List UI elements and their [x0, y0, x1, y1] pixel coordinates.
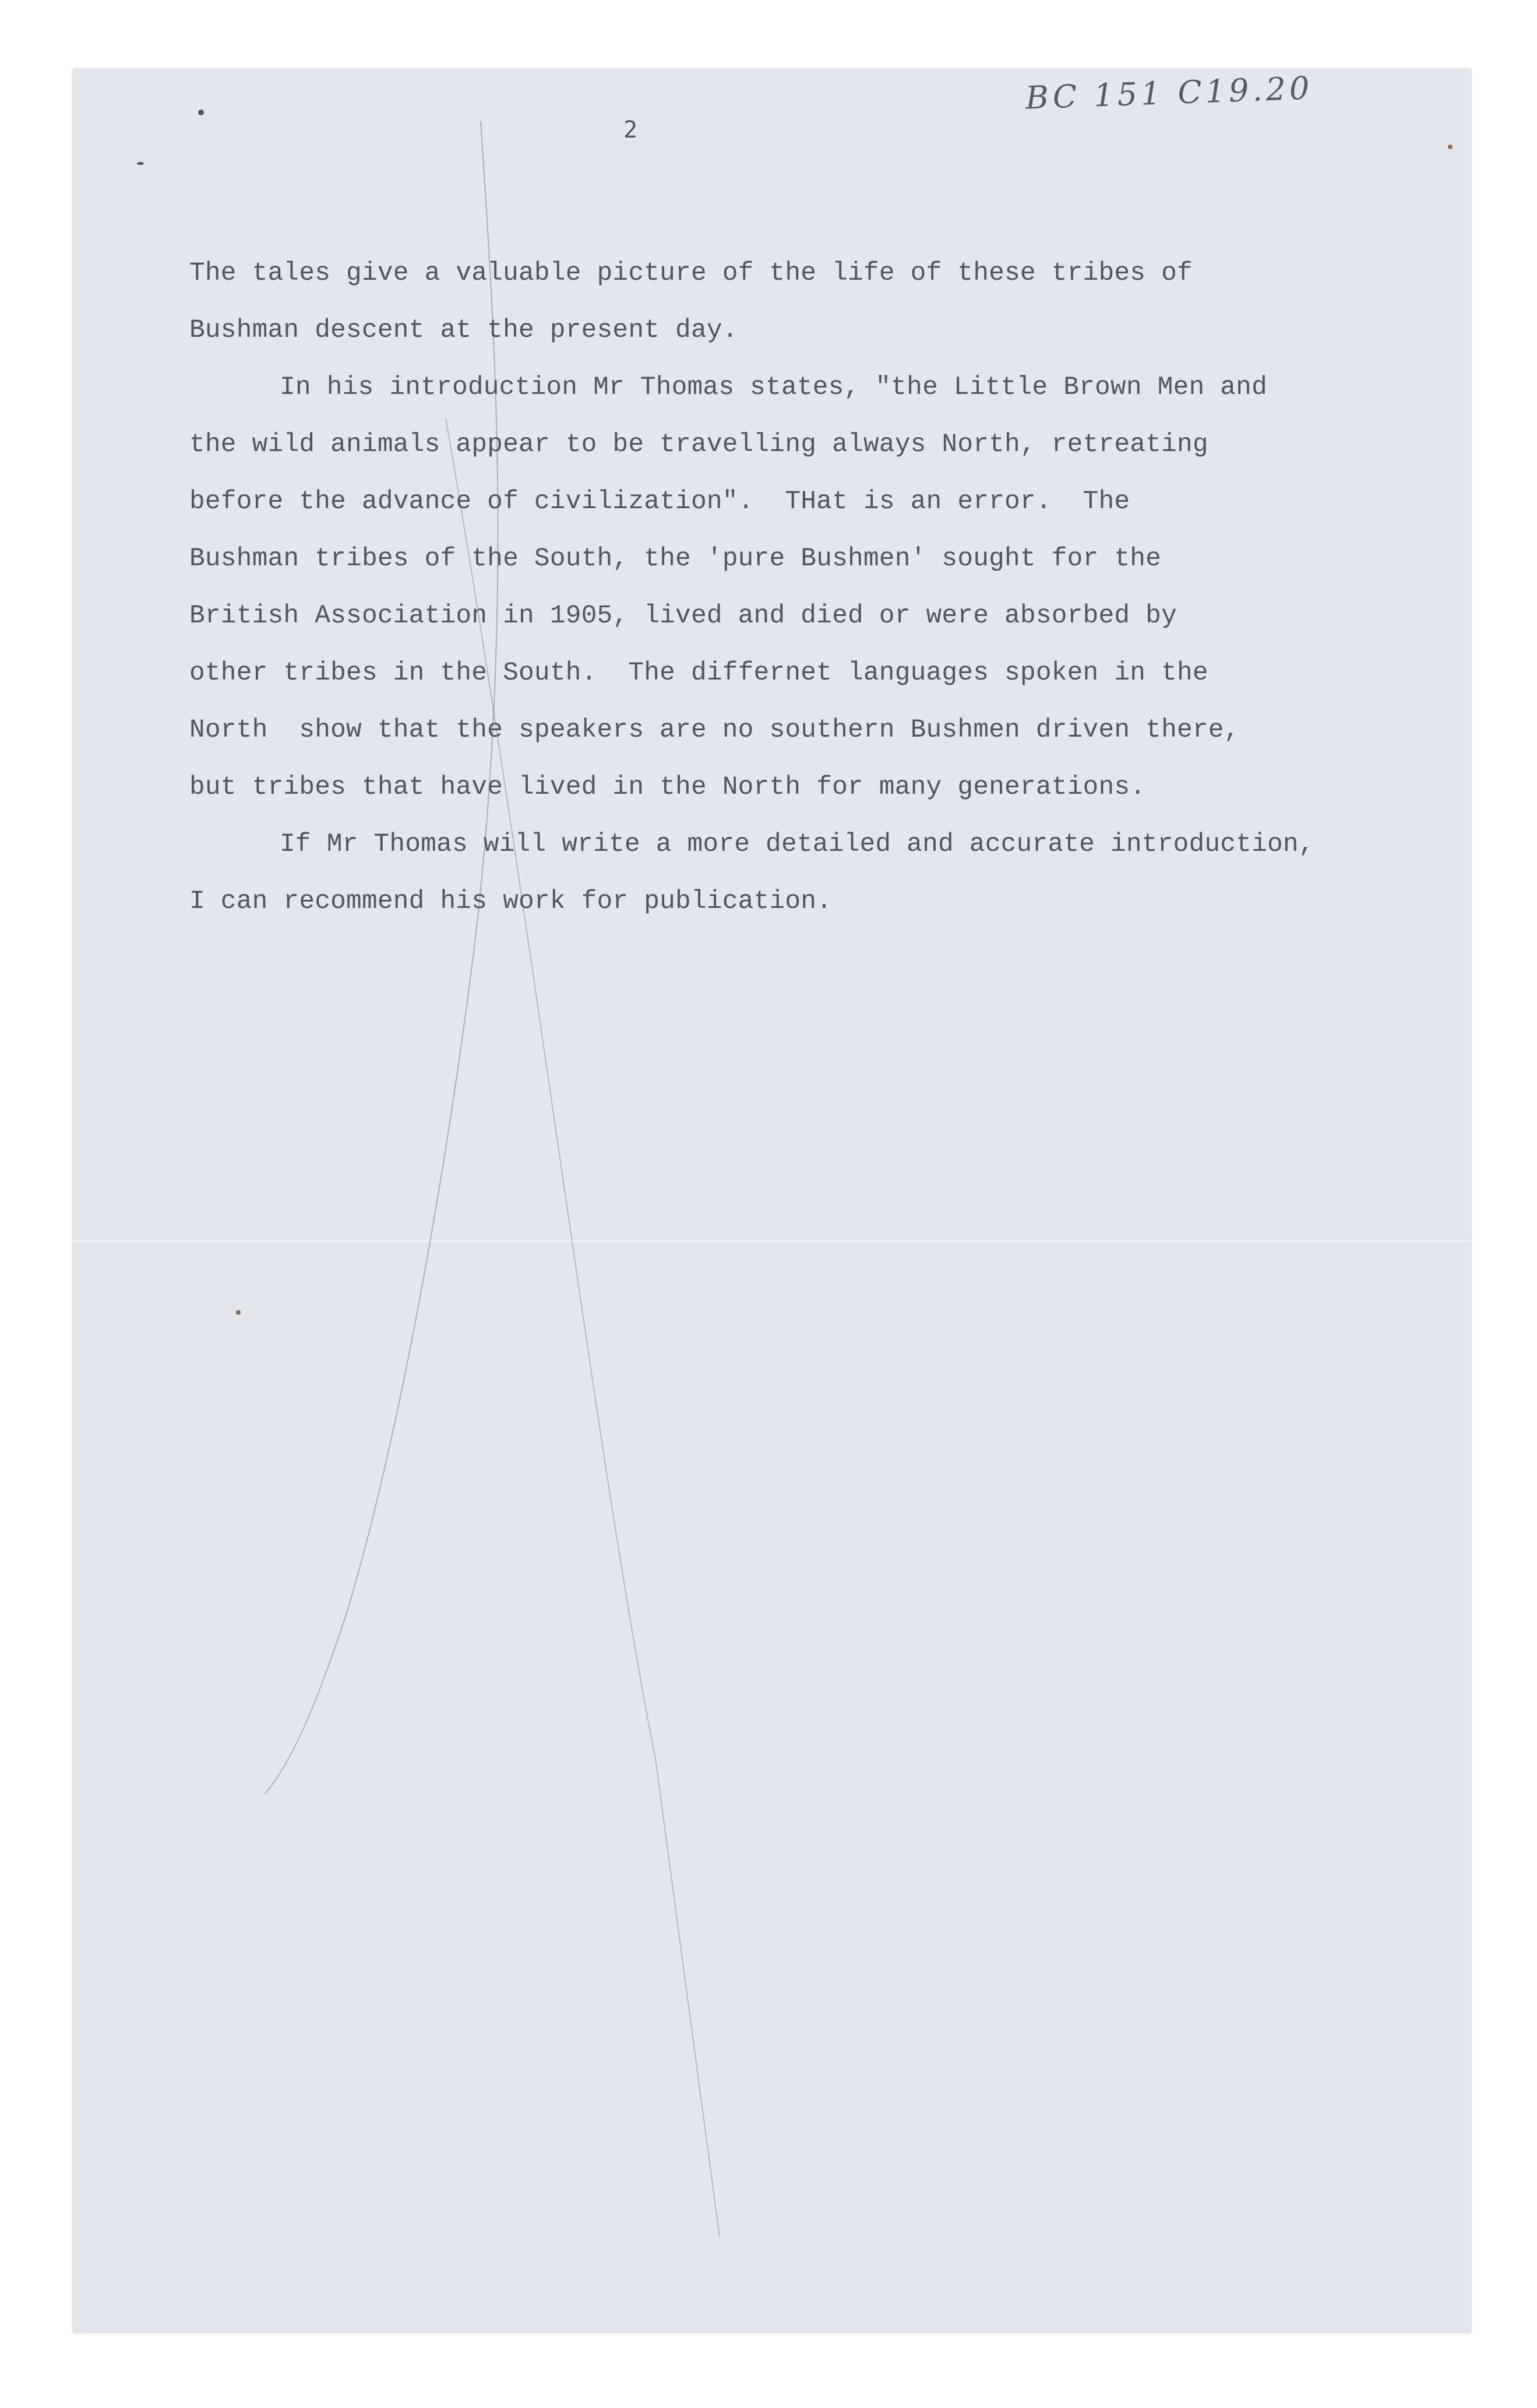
text-line: but tribes that have lived in the North for many generations.: [189, 773, 1146, 802]
ink-speck: [137, 162, 144, 165]
ink-speck: [236, 1310, 241, 1315]
text-line: before the advance of civilization". THat is an error. The: [189, 487, 1130, 516]
text-line: North show that the speakers are no southern Bushmen driven there,: [189, 716, 1240, 745]
text-line: In his introduction Mr Thomas states, "the Little Brown Men and: [280, 373, 1267, 402]
typed-body-text: [189, 245, 1442, 930]
text-line: If Mr Thomas will write a more detailed and accurate introduction,: [280, 830, 1314, 859]
text-line: the wild animals appear to be travelling always North, retreating: [189, 430, 1208, 459]
ink-speck: [1448, 145, 1453, 149]
text-line: British Association in 1905, lived and died or were absorbed by: [189, 601, 1177, 631]
archive-reference: BC 151 C19.20: [1025, 69, 1314, 117]
text-line: Bushman descent at the present day.: [189, 316, 738, 345]
ink-speck: [198, 110, 204, 115]
text-line: Bushman tribes of the South, the 'pure Bushmen' sought for the: [189, 544, 1162, 573]
text-line: other tribes in the South. The differnet languages spoken in the: [189, 659, 1208, 688]
text-line: I can recommend his work for publication.: [189, 887, 833, 916]
text-line: The tales give a valuable picture of the life of these tribes of: [189, 259, 1193, 288]
page-number: 2: [623, 117, 638, 143]
